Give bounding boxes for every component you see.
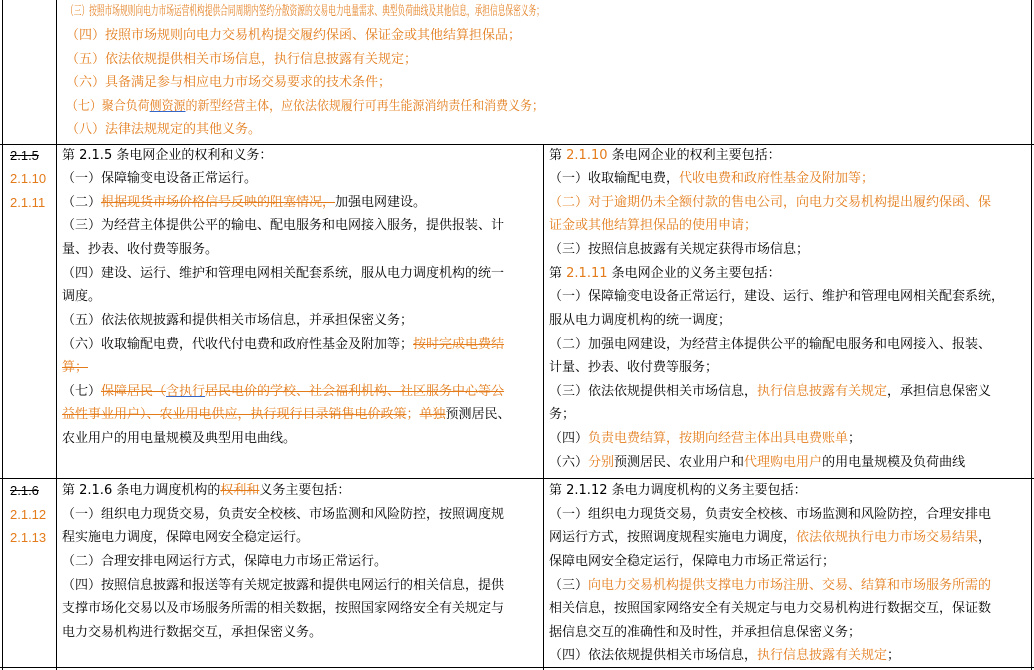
row1-right-line-10: 务； [549,407,576,422]
row1-left-line-4: 量、抄表、收付费等服务。 [62,242,219,257]
row2-left-line-3: （二）合理安排电网运行方式，保障电力市场正常运行。 [62,554,388,569]
row2-right-line-6: 据信息交互的准确性和及时性，并承担信息保密义务； [549,625,862,640]
table-border-left [2,0,3,670]
row1-right-line-12: （六）分别预测居民、农业用户和代理购电用户的用电量规模及负荷曲线 [549,455,966,470]
row1-left-line-12: 农业用户的用电量规模及典型用电曲线。 [62,431,297,446]
row1-old-clause-number: 2.1.5 [10,148,39,163]
row1-right-line-2: （二）对于逾期仍未全额付款的售电公司，向电力交易机构提出履约保函、保 [549,195,992,210]
row2-left-line-2: 程实施电力调度，保障电网安全稳定运行。 [62,530,310,545]
row1-left-line-6: 调度。 [62,289,102,304]
row1-left-title: 第 2.1.5 条电网企业的权利和义务： [62,148,273,163]
row1-right-line-6: 服从电力调度机构的统一调度； [549,313,732,328]
row1-right-line-9: （三）依法依规提供相关市场信息，执行信息披露有关规定，承担信息保密义 [549,384,992,399]
row-divider-bottom [0,667,1034,668]
row2-new-clause-number-2: 2.1.13 [10,530,47,545]
row1-left-line-1: （一）保障输变电设备正常运行。 [62,171,258,186]
top-line-3: （五）依法依规提供相关市场信息，执行信息披露有关规定； [66,52,418,67]
row1-left-line-7: （五）依法依规披露和提供相关市场信息，并承担保密义务； [62,313,414,328]
row2-left-line-1: （一）组织电力现货交易，负责安全校核、市场监测和风险防控，按照调度规 [62,507,505,522]
row1-right-line-8: 计量、抄表、收付费等服务； [549,360,719,375]
row-divider-2 [0,478,1034,479]
table-column-divider-mid [543,144,544,670]
row1-right-title-1: 第 2.1.10 条电网企业的权利主要包括： [549,148,781,163]
row2-new-clause-number-1: 2.1.12 [10,507,47,522]
row1-right-line-11: （四）负责电费结算，按期向经营主体出具电费账单； [549,431,862,446]
row1-left-line-10: （七）保障居民（含执行居民电价的学校、社会福利机构、社区服务中心等公 [62,384,505,399]
row2-left-line-6: 电力交易机构进行数据交互，承担保密义务。 [62,625,323,640]
top-line-4: （六）具备满足参与相应电力市场交易要求的技术条件； [66,75,392,90]
top-line-2: （四）按照市场规则向电力交易机构提交履约保函、保证金或其他结算担保品； [66,28,522,43]
row1-right-line-4: （三）按照信息披露有关规定获得市场信息； [549,242,810,257]
row1-left-line-11: 益性事业用户）、农业用电供应，执行现行目录销售电价政策；单独预测居民、 [62,407,511,422]
row1-right-line-1: （一）收取输配电费，代收电费和政府性基金及附加等； [549,171,875,186]
top-line-6: （八）法律法规规定的其他义务。 [66,122,262,137]
top-line-1: （三）按照市场规则向电力市场运营机构提供合同周期内签约分散资源的交易电力电量需求、典型负荷曲线及其他信息，承担信息保密义务； [66,4,544,19]
row2-old-clause-number: 2.1.6 [10,483,39,498]
row2-right-line-7: （四）依法依规提供相关市场信息，执行信息披露有关规定； [549,648,901,663]
row2-left-line-4: （四）按照信息披露和报送等有关规定披露和提供电网运行的相关信息，提供 [62,578,505,593]
row1-right-line-7: （二）加强电网建设，为经营主体提供公平的输配电服务和电网接入、报装、 [549,337,992,352]
row2-right-line-3: 保障电网安全稳定运行，保障电力市场正常运行； [549,554,836,569]
row2-right-line-5: 相关信息，按照国家网络安全有关规定与电力交易机构进行数据交互，保证数 [549,601,992,616]
row2-left-title: 第 2.1.6 条电力调度机构的权利和义务主要包括： [62,483,351,498]
row1-new-clause-number-1: 2.1.10 [10,171,47,186]
row1-left-line-8: （六）收取输配电费，代收代付电费和政府性基金及附加等；按时完成电费结 [62,337,505,352]
row1-right-line-5: （一）保障输变电设备正常运行，建设、运行、维护和管理电网相关配套系统， [549,289,1005,304]
row1-right-line-3: 证金或其他结算担保品的使用申请； [549,218,758,233]
row1-left-line-9: 算； [62,360,89,375]
row1-left-line-5: （四）建设、运行、维护和管理电网相关配套系统，服从电力调度机构的统一 [62,266,505,281]
row2-right-line-1: （一）组织电力现货交易，负责安全校核、市场监测和风险防控，合理安排电 [549,507,992,522]
row1-right-title-2: 第 2.1.11 条电网企业的义务主要包括： [549,266,781,281]
row1-new-clause-number-2: 2.1.11 [10,195,46,210]
row1-left-line-2: （二）根据现货市场价格信号反映的阻塞情况，加强电网建设。 [62,195,427,210]
row2-right-title: 第 2.1.12 条电力调度机构的义务主要包括： [549,483,807,498]
row1-left-line-3: （三）为经营主体提供公平的输电、配电服务和电网接入服务，提供报装、计 [62,218,505,233]
row2-left-line-5: 支撑市场化交易以及市场服务所需的相关数据，按照国家网络安全有关规定与 [62,601,505,616]
top-line-5: （七）聚合负荷侧资源的新型经营主体，应依法依规履行可再生能源消纳责任和消费义务； [66,99,544,114]
row-divider-1 [0,144,1034,145]
row2-right-line-4: （三）向电力交易机构提供支撑电力市场注册、交易、结算和市场服务所需的 [549,578,992,593]
row2-right-line-2: 网运行方式，按照调度规程实施电力调度，依法依规执行电力市场交易结果， [549,530,992,545]
table-border-right [1031,0,1032,670]
table-column-divider-num [56,0,57,670]
